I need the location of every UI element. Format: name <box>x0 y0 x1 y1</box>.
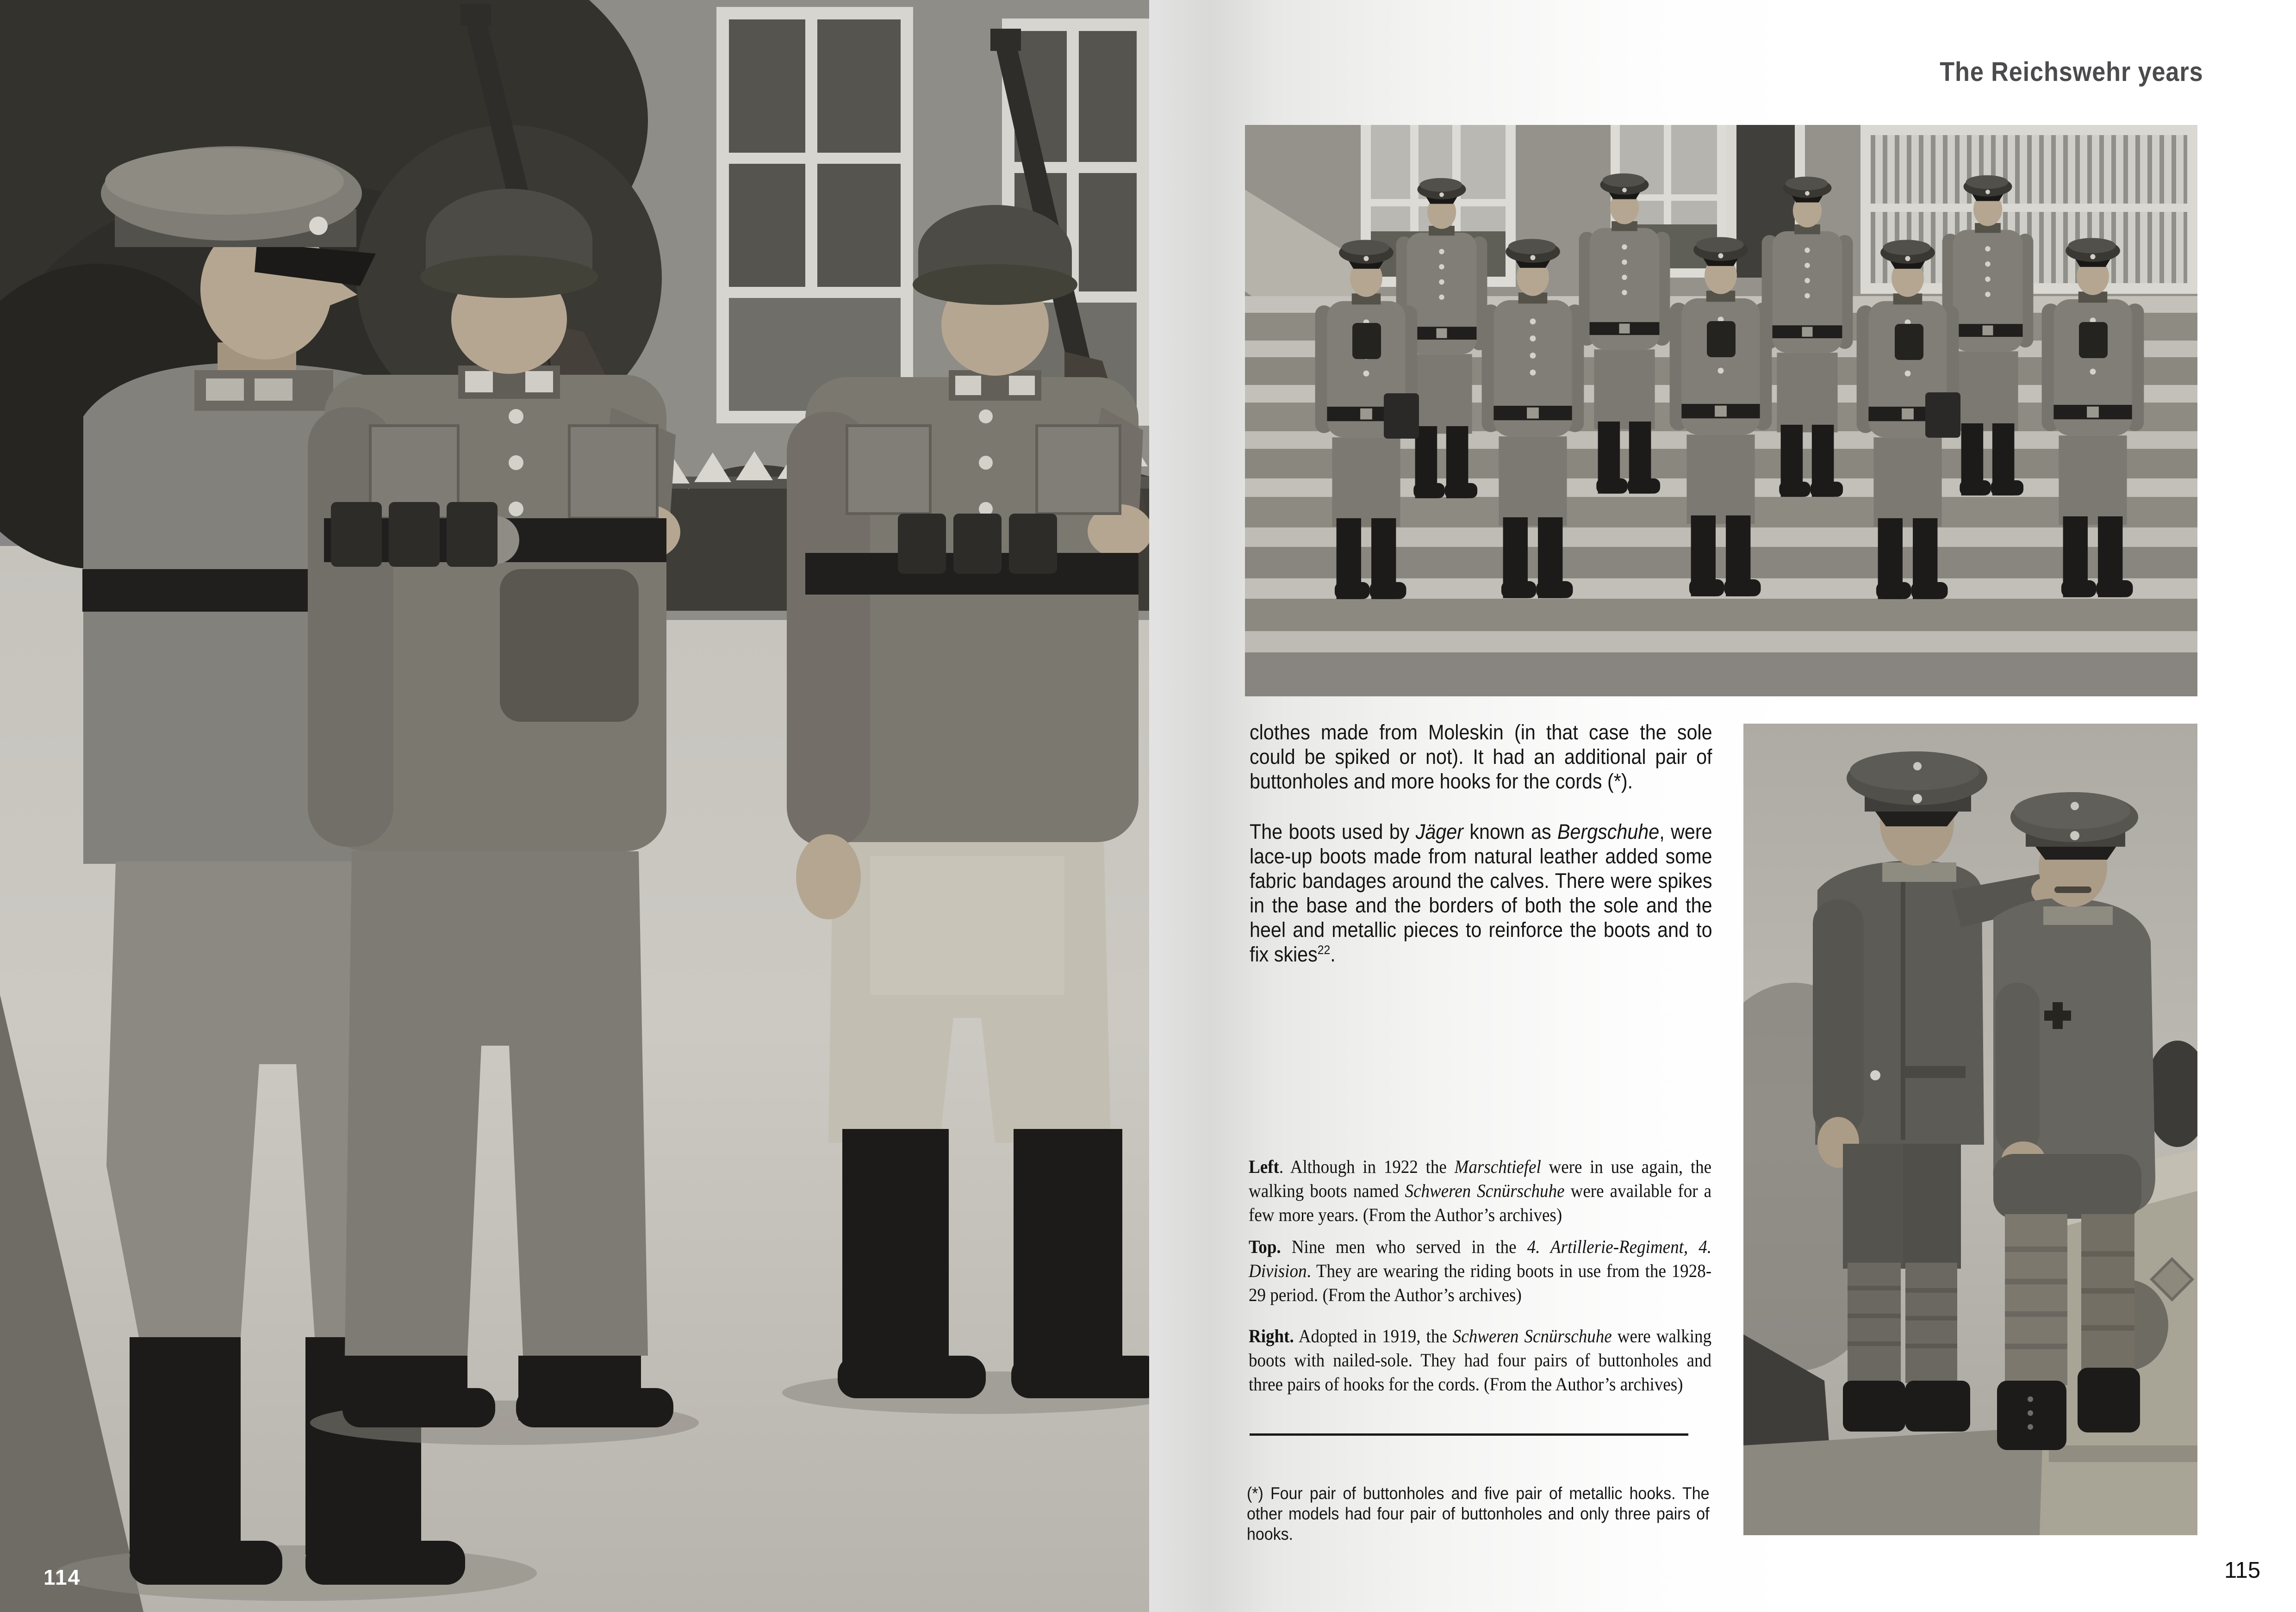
ammo-pouch <box>898 514 946 574</box>
cap-cockade <box>2070 831 2079 840</box>
cap-badge <box>2071 802 2079 810</box>
collar <box>2043 906 2113 925</box>
laced-boot <box>2078 1368 2140 1432</box>
breast-pocket <box>1037 426 1120 514</box>
footnote-divider <box>1250 1433 1688 1436</box>
mustache <box>2054 887 2091 893</box>
ammo-pouch <box>389 502 440 567</box>
cap-visor <box>1875 812 1959 826</box>
breast-pocket <box>569 426 657 518</box>
ammo-pouch <box>953 514 1002 574</box>
arm <box>1813 899 1864 1135</box>
cap-visor <box>2034 845 2117 860</box>
caption-right: Right. Adopted in 1919, the Schweren Scnürschuhe were walking boots with nailed-sole. They had four pairs of buttonholes and three pairs of hooks for the cords. (From the Author’s archives) <box>1249 1326 1712 1395</box>
cap-badge <box>1913 762 1922 770</box>
arm <box>1996 983 2040 1154</box>
page-number-114: 114 <box>44 1565 81 1589</box>
right-photo <box>1743 724 2197 1535</box>
rifle-front-sight <box>990 29 1021 51</box>
top-photo <box>1245 125 2197 696</box>
boot <box>1843 1381 1905 1432</box>
page-number-115: 115 <box>2224 1558 2261 1583</box>
cap-cockade <box>1913 794 1922 803</box>
breast-pocket <box>847 426 930 514</box>
body-text-column <box>1250 720 1712 967</box>
window <box>716 7 913 423</box>
rifle-front-sight <box>460 4 491 26</box>
bread-bag <box>500 569 639 722</box>
placket <box>1901 881 1905 1140</box>
ammo-pouch <box>1009 514 1057 574</box>
page-title: The Reichswehr years <box>1940 57 2203 87</box>
caption-top: Top. Nine men who served in the 4. Artillerie-Regiment, 4. Division. They are wearing the riding boots in use from the 1928-29 period. (From the Author’s archives) <box>1249 1236 1712 1305</box>
boot <box>1905 1381 1970 1432</box>
hand <box>796 834 861 919</box>
top-photo-illustration <box>1245 125 2197 696</box>
caption-left: Left. Although in 1922 the Marschtiefel were in use again, the walking boots named Schweren Scnürschuhe were available for a few more years. (From the Author’s archives) <box>1249 1156 1712 1225</box>
paragraph-1: clothes made from Moleskin (in that case the sole could be spiked or not). It had an additional pair of buttonholes and more hooks for the cords (*). <box>1250 720 1712 793</box>
cap-badge <box>309 217 328 235</box>
paragraph-2: The boots used by Jäger known as Bergschuhe, were lace-up boots made from natural leather added some fabric bandages around the calves. There were spikes in the base and the borders of both the sole and the heel and metallic pieces to reinforce the boots and to fix skies$^{22}$. <box>1250 820 1712 966</box>
pocket-flap <box>1905 1066 1966 1078</box>
ammo-pouch <box>331 502 382 567</box>
right-photo-illustration <box>1743 724 2197 1535</box>
footnote: (*) Four pair of buttonholes and five pair of metallic hooks. The other models had four pair of buttonholes and only three pairs of hooks. <box>1247 1484 1710 1544</box>
thigh <box>1993 1154 2141 1219</box>
button <box>1870 1070 1880 1080</box>
trouser-leg <box>1843 1144 1903 1269</box>
ammo-pouch <box>447 502 498 567</box>
trouser-leg <box>1903 1144 1961 1269</box>
